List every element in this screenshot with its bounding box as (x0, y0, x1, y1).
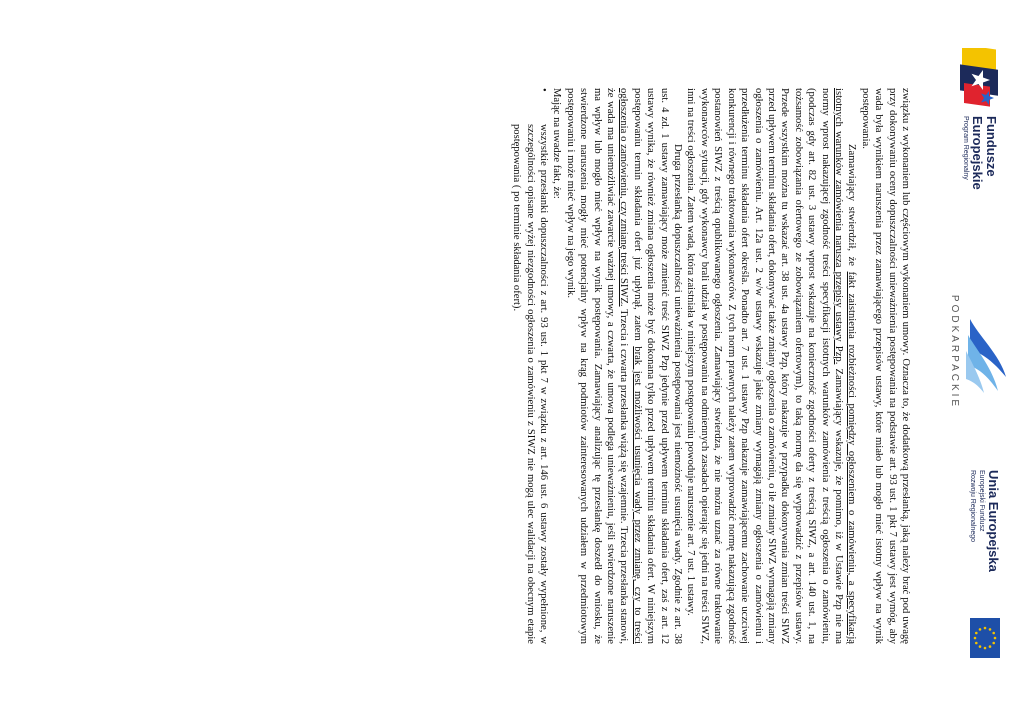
unia-europejska-logo (952, 470, 1000, 670)
paragraph-3-rest: Trzecia i czwarta przesłanka wiążą się wzajemnie. Trzecia przesłanka stanowi, że wada ma uniemożliwiać zawarcie ważnej umowy, a czwarta, że umowa podlega unieważnieniu, jeśli stwierdzone naruszenie ma wpływ lub mogło mieć wpływ na wynik postępowania. Zamawiający analizując tę przesłankę doszedł do wniosku, że stwierdzone naruszenia mogły mieć potencjalny wpływ na krąg podmiotów zainteresowanych udziałem w przedmiotowym postępowaniu i może mieć wpływ na jego wynik. (564, 88, 630, 644)
paragraph-2 (684, 88, 858, 644)
list-item (510, 88, 550, 644)
list-intro: Mając na uwadze fakt, że: (551, 88, 563, 199)
fe-subtitle: Program Regionalny (961, 116, 969, 180)
paragraph-3-lead: Druga przesłanką dopuszczalności unieważnienia postępowania jest niemożność usunięcia wady. Zgodnie z art. 38 ust. 4 zd. 1 ustawy zamawiający może zmienić treść SIWZ Pzp jedynie przed upływem terminu składania ofert, zaś z art. 12 ustawy wynika, że również zmiana ogłoszenia może być dokonana tylko przed upływem terminu składania ofert. W niniejszym postępowaniu termin składania ofert już upłynął, zatem (631, 88, 684, 644)
ue-fund-line1: Europejski Fundusz (977, 470, 985, 532)
ue-fund-line2: Rozwoju Regionalnego (969, 470, 977, 542)
paragraph-2-underlined: fakt zaistnienia rozbieżności pomiędzy ogłoszeniem o zamówieniu, a specyfikacją istotnych warunków zamówienia narusza przepisy ustawy Pzp. (832, 88, 858, 644)
paragraph-3-underlined: brak jest możliwości usunięcia wady przez zmianę, czy to treści ogłoszenia o zamówieniu, czy zmianę treści SIWZ. (618, 88, 643, 644)
document-body (510, 88, 912, 644)
bullet-icon: • (538, 88, 550, 92)
podkarpackie-label: PODKARPACKIE (949, 294, 960, 410)
fundusze-europejskie-logo (952, 48, 1002, 238)
paragraph-2-rest: Zamawiający wskazuje, że pomimo, iż w Ustawie Pzp nie ma normy wprost nakazującej zgodność treści specyfikacji istotnych warunków zamówienia z treścią ogłoszenia o zamówieniu, (podczas gdy art. 82 ust. 3 ustawy wprost wskazuje na konieczność zgodności oferty z treścią SIWZ, a art. 140 ust. 1, na tożsamość zobowiązania ofertowego ze zobowiązaniem ofertowym), to taką normę da się wyprowadzić z przepisów ustawy. Przede wszystkim można tu wskazać art. 38 ust. 4a ustawy Pzp, który nakazuje w przypadku dokonywania zmian treści SIWZ przed upływem terminu składania ofert, dokonywać także zmiany ogłoszenia o zamówieniu, o ile zmiany SIWZ wymagają zmiany ogłoszenia o zamówieniu. Art. 12a ust. 2 w/w ustawy wskazuje jakie zmiany wymagają zmiany ogłoszenia o zamówieniu i przedłużenia terminu składania ofert określa. Ponadto art. 7 ust. 1 ustawy Pzp nakazuje zamawiającemu zachowanie uczciwej konkurencji i równego traktowania wykonawców. Z tych norm prawnych należy zatem wyprowadzić normę nakazującą zgodność postanowień SIWZ z treścią opublikowanego ogłoszenia. Zamawiający stwierdza, że nie można uznać za równe traktowanie wykonawców sytuacji, gdy wykonawcy brali udział w postępowaniu na odmiennych zasadach opierając się jedni na treści SIWZ, inni na treści ogłoszenia. Zatem wada, która zaistniała w niniejszym postępowaniu powoduje naruszenie art. 7 ust. 1 ustawy. (685, 88, 844, 644)
ue-title: Unia Europejska (986, 470, 1001, 572)
paragraph-1: związku z wykonaniem lub częściowym wykonaniem umowy. Oznacza to, że dodatkową przesłanką, jaką należy brać pod uwagę przy dokonywaniu oceny dopuszczalności unieważnienia postępowania na podstawie art. 93 ust. 1 pkt 7 ustawy jest wymóg, aby wada była wynikiem naruszenia przez zamawiającego przepisów ustawy, które miało lub mogło mieć istotny wpływ na wynik postępowania. (859, 88, 911, 644)
paragraph-2-lead: Zamawiający stwierdził, że (846, 144, 858, 272)
fe-star-mark-icon (958, 48, 1000, 112)
fe-title-line2: Europejskie (970, 116, 986, 190)
podkarpackie-wave-icon (965, 315, 1010, 395)
page-header (924, 0, 1024, 724)
paragraph-3 (563, 88, 684, 644)
fe-title-line1: Fundusze (984, 116, 999, 177)
list-item-text: wszystkie przesłanki dopuszczalności z art. 93 ust. 1 pkt 7 w związku z art. 146 ust. 6 ustawy zostały wypełnione, w szczególności opisane wyżej niezgodności ogłoszenia o zamówieniu z SIWZ nie mogą ulec walidacji na obecnym etapie postępowania ( po terminie składania ofert). (511, 124, 550, 644)
podkarpackie-logo (940, 275, 1010, 425)
eu-flag-icon (970, 618, 1000, 658)
bullet-list (510, 88, 550, 644)
